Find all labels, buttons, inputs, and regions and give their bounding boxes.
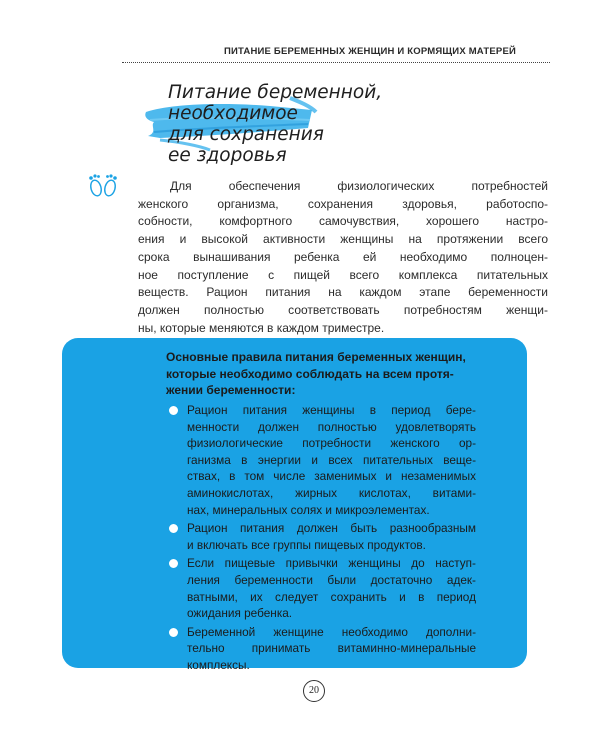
intro-line: ения и высокой активности женщины на протяжении всего bbox=[138, 232, 548, 247]
bullet-circle-icon bbox=[169, 524, 178, 533]
rule-line: тельно принимать витаминно-минеральные bbox=[187, 641, 476, 656]
rule-line: Рацион питания женщины в период бере- bbox=[187, 403, 476, 417]
rule-line: ожидания ребенка. bbox=[187, 606, 293, 621]
intro-line: веществ. Рацион питания на каждом этапе беременности bbox=[138, 285, 548, 300]
rule-line: ганизма в энергии и всех питательных веще- bbox=[187, 452, 476, 467]
rule-item bbox=[166, 555, 476, 621]
bullet-circle-icon bbox=[169, 406, 178, 415]
rule-line: ствах, в том числе заменимых и незаменимых bbox=[187, 469, 476, 484]
rule-item bbox=[166, 520, 476, 553]
rule-line: менности должен полностью удовлетворять bbox=[187, 419, 476, 434]
section-heading bbox=[168, 82, 398, 166]
rules-title-line: Основные правила питания беременных женщин, bbox=[166, 350, 466, 364]
heading-line: ее здоровья bbox=[168, 145, 287, 166]
baby-feet-icon bbox=[84, 170, 122, 200]
intro-line: Для обеспечения физиологических потребностей bbox=[170, 179, 548, 193]
rule-line: физиологические потребности женского ор- bbox=[187, 436, 476, 451]
page-number: 20 bbox=[303, 680, 325, 702]
intro-line: ны, которые меняются в каждом триместре. bbox=[138, 320, 385, 335]
rule-line: ления беременности были достаточно адек- bbox=[187, 572, 476, 587]
intro-line: собности, комфортного самочувствия, хорошего настро- bbox=[138, 214, 548, 229]
bullet-circle-icon bbox=[169, 559, 178, 568]
intro-line: должен полностью соответствовать потребностям женщи- bbox=[138, 302, 548, 317]
rules-title-line: жении беременности: bbox=[166, 383, 296, 397]
rule-item bbox=[166, 402, 476, 518]
rules-list bbox=[166, 402, 476, 676]
rule-item bbox=[166, 624, 476, 674]
heading-line: Питание беременной, bbox=[168, 82, 383, 103]
rule-line: Если пищевые привычки женщины до наступ- bbox=[187, 556, 476, 571]
intro-line: женского организма, сохранения здоровья, работоспо- bbox=[138, 196, 548, 211]
header-divider bbox=[122, 62, 550, 63]
rules-title bbox=[166, 349, 486, 399]
rule-line: Рацион питания должен быть разнообразным bbox=[187, 521, 476, 536]
running-header: ПИТАНИЕ БЕРЕМЕННЫХ ЖЕНЩИН И КОРМЯЩИХ МАТЕРЕЙ bbox=[223, 46, 517, 57]
intro-line: срока вынашивания ребенка ей необходимо полноцен- bbox=[138, 249, 548, 264]
rule-line: нах, минеральных солях и микроэлементах. bbox=[187, 502, 430, 517]
rule-line: комплексы. bbox=[187, 657, 250, 672]
rule-line: Беременной женщине необходимо дополни- bbox=[187, 624, 476, 639]
rule-line: и включать все группы пищевых продуктов. bbox=[187, 537, 426, 552]
intro-line: ное поступление с пищей всего комплекса питательных bbox=[138, 267, 548, 282]
rule-line: аминокислотах, жирных кислотах, витами- bbox=[187, 485, 476, 500]
heading-line: для сохранения bbox=[168, 124, 324, 145]
intro-paragraph bbox=[138, 178, 548, 337]
heading-line: необходимое bbox=[168, 103, 298, 124]
bullet-circle-icon bbox=[169, 628, 178, 637]
rule-line: ватными, их следует сохранить и в период bbox=[187, 589, 476, 604]
rules-title-line: которые необходимо соблюдать на всем протя- bbox=[166, 366, 454, 381]
